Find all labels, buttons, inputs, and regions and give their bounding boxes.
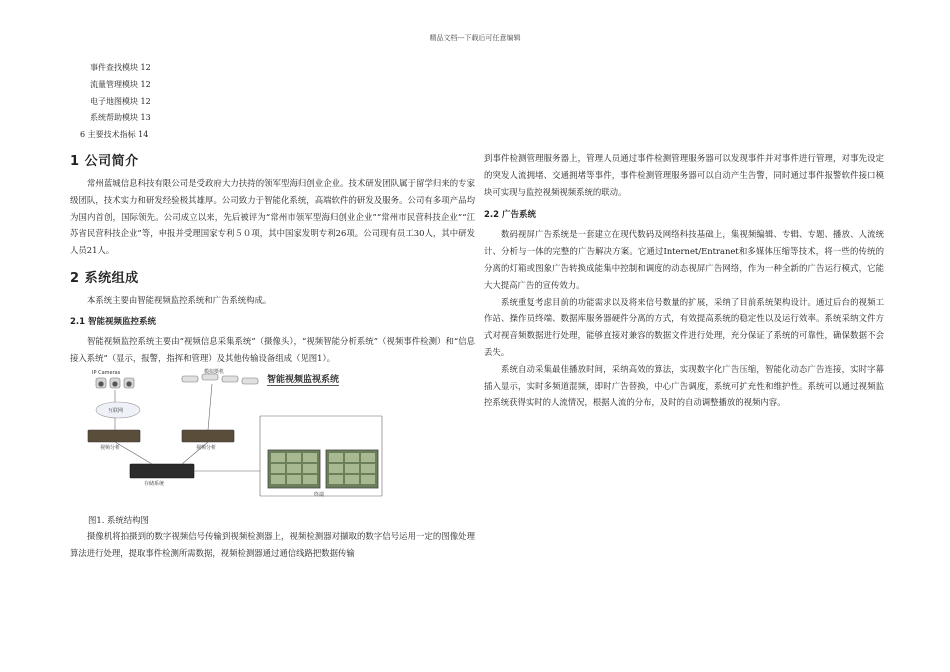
toc-item[interactable]: 事件查找模块 12: [90, 63, 151, 72]
toc: [70, 60, 475, 144]
section-2-2-paragraph: 系统自动采集最佳播放时间，采纳高效的算法，实现数字化广告压缩，智能化动态广告连接，实时字幕插入显示，实时多频道混频，即时广告替换，中心广告调度，系统可扩充性和维护性。系统可以通过视频监控系统获得实时的人流情况，根据人流的分布，及时的自动调整播放的视频内容。: [484, 363, 884, 408]
system-diagram-graphic: [82, 368, 402, 508]
page-header: 精品文档---下载后可任意编辑: [429, 34, 521, 42]
diagram-label-dev2: 视频分析: [196, 445, 217, 452]
right-continued-paragraph: 到事件检测管理服务器上，管理人员通过事件检测管理服务器可以发现事件并对事件进行管理，对事先设定的突发人流拥堵、交通拥堵等事件，事件检测管理服务器可以自动产生告警，同时通过事件报警软件接口模块可实现与监控视频视频系统的联动。: [484, 153, 884, 197]
diagram-label-dev1: 视频分析: [100, 445, 121, 452]
section-2-1-heading: 2.1 智能视频监控系统: [70, 316, 157, 327]
figure-caption: 图1. 系统结构图: [88, 515, 149, 526]
section-2-2-paragraph: 数码视屏广告系统是一套建立在现代数码及网络科技基础上，集视频编辑、专辑、专题、播放、人流统计、分析与一体的完整的广告解决方案。它通过Internet/Entranet和多媒体压缩等技术，将一些的传统的分离的灯箱或图象广告转换成能集中控制和调度的动态视屏广告网络，作为一种全新的广告运行模式，它能大大提高广告的宣传效力。: [484, 229, 884, 290]
diagram-label-cams2: 模拟摄机: [204, 369, 225, 376]
section-2-intro: 本系统主要由智能视频监控系统和广告系统构成。: [87, 294, 272, 305]
toc-item[interactable]: 电子地图模块 12: [90, 96, 151, 106]
diagram-label-network: 互联网: [108, 408, 124, 415]
system-diagram: [82, 368, 402, 508]
left-column: [70, 60, 475, 562]
section-2-heading: 2 系统组成: [70, 270, 139, 286]
section-2-2-paragraph: 系统重复考虑目前的功能需求以及将来信号数量的扩展，采纳了目前系统架构设计。通过后台的视频工作站、操作员终端、数据库服务器硬件分离的方式，有效提高系统的稳定性以及运行效率。系统采纳文件方式对视音频数据进行处理，能够直接对兼容的数据文件进行处理，充分保证了系统的可靠性，确保数据不会丢失。: [484, 296, 884, 357]
diagram-title: 智能视频监视系统: [267, 372, 339, 386]
toc-item[interactable]: 6 主要技术指标 14: [80, 130, 149, 140]
section-1-heading: 1 公司简介: [70, 153, 139, 169]
section-2-1-paragraph: 智能视频监控系统主要由“视频信息采集系统”（摄像头），“视频智能分析系统”（视频事件检测）和“信息接入系统”（显示，报警，指挥和管理）及其他传输设备组成（见图1）。: [70, 335, 475, 363]
diagram-label-server: 存储系统: [144, 481, 165, 488]
right-column: [484, 150, 884, 411]
toc-item[interactable]: 系统帮助模块 13: [90, 113, 151, 123]
diagram-label-screen: 终端: [314, 492, 325, 499]
section-1-paragraph: 常州蓝城信息科技有限公司是受政府大力扶持的领军型海归创业企业。技术研发团队属于留学归来的专家级团队，技术实力和研发经验极其雄厚。公司致力于智能化系统，高端软件的研发及服务。公司有多项产品均为国内首创，国际领先。公司成立以来，先后被评为“常州市领军型海归创业企业”“常州市民营科技企业”“江苏省民营科技企业”等，申报并受理国家专利５０项，其中国家发明专利26项。公司现有员工30人，其中研发人员21人。: [70, 177, 475, 256]
section-2-2-heading: 2.2 广告系统: [484, 210, 537, 221]
toc-item[interactable]: 流量管理模块 12: [90, 79, 151, 89]
diagram-label-ipcam: IP Cameras: [92, 370, 121, 377]
section-2-1-paragraph-2: 摄像机将拍摄到的数字视频信号传输到视频检测器上，视频检测器对撷取的数字信号运用一定的图像处理算法进行处理，提取事件检测所需数据，视频检测器通过通信线路把数据传输: [70, 531, 475, 559]
